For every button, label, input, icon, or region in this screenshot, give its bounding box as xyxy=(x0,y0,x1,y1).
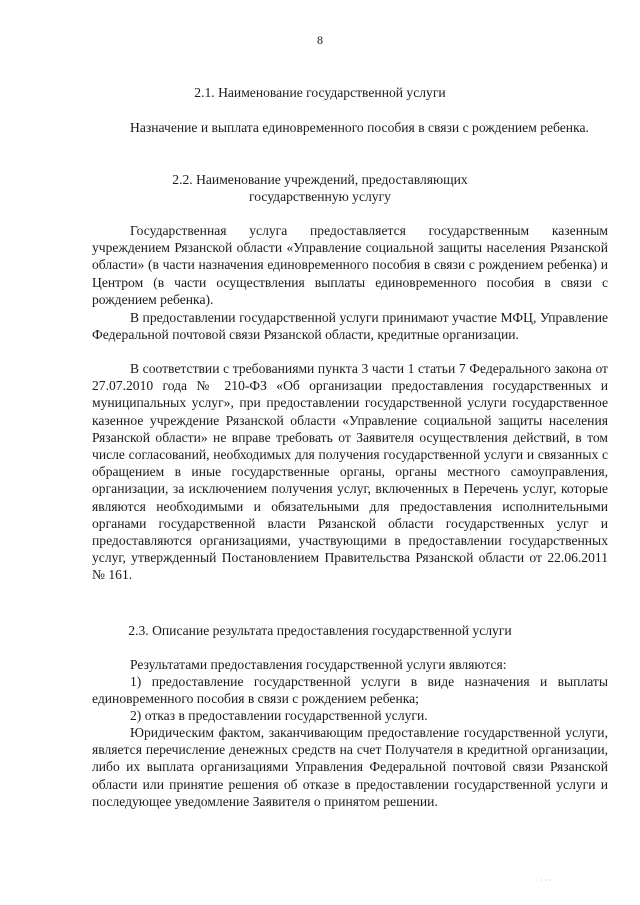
section-2-3-heading: 2.3. Описание результата предоставления государственной услуги xyxy=(128,623,512,638)
page-number: 8 xyxy=(317,33,323,47)
section-2-2-heading-line-1: 2.2. Наименование учреждений, предоставляющих xyxy=(172,172,468,187)
section-2-2-paragraph-2: В предоставлении государственной услуги принимают участие МФЦ, Управление Федеральной почтовой связи Рязанской области, кредитные организации. xyxy=(92,310,608,343)
section-2-2-paragraph-3: В соответствии с требованиями пункта 3 части 1 статьи 7 Федерального закона от 27.07.2010 года № 210-ФЗ «Об организации предоставления государственных и муниципальных услуг», при предоставлении государственной услуги государственное казенное учреждение Рязанской области «Управление социальной защиты населения Рязанской области» не вправе требовать от Заявителя осуществления действий, в том числе согласований, необходимых для получения государственной услуги и связанных с обращением в иные государственные органы, органы местного самоуправления, организации, за исключением получения услуг, включенных в Перечень услуг, которые являются необходимыми и обязательными для предоставления исполнительными органами государственной власти Рязанской области государственных услуг и предоставляются организациями, участвующими в предоставлении государственных услуг, утвержденный Постановлением Правительства Рязанской области от 22.06.2011 № 161. xyxy=(92,361,608,583)
section-2-3-paragraph-1: Результатами предоставления государственной услуги являются: xyxy=(130,657,507,672)
scan-artifact-mark: · · · xyxy=(540,876,552,885)
section-2-3-paragraph-2: 1) предоставление государственной услуги в виде назначения и выплаты единовременного пособия в связи с рождением ребенка; xyxy=(92,674,608,707)
section-2-2-heading-line-2: государственную услугу xyxy=(249,189,391,204)
section-2-2-paragraph-1: Государственная услуга предоставляется государственным казенным учреждением Рязанской области «Управление социальной защиты населения Рязанской области» (в части назначения единовременного пособия в связи с рождением ребенка) и Центром (в части осуществления выплаты единовременного пособия в связи с рождением ребенка). xyxy=(92,223,608,307)
section-2-3-paragraph-3: 2) отказ в предоставлении государственной услуги. xyxy=(130,708,428,723)
section-2-1-paragraph-1: Назначение и выплата единовременного пособия в связи с рождением ребенка. xyxy=(130,120,589,135)
section-2-3-paragraph-4: Юридическим фактом, заканчивающим предоставление государственной услуги, является перечисление денежных средств на счет Получателя в кредитной организации, либо их выплата организациями Управления Федеральной почтовой связи Рязанской области или принятие решения об отказе в предоставлении государственной услуги и последующее уведомление Заявителя о принятом решении. xyxy=(92,725,608,809)
section-2-1-heading: 2.1. Наименование государственной услуги xyxy=(194,85,446,100)
